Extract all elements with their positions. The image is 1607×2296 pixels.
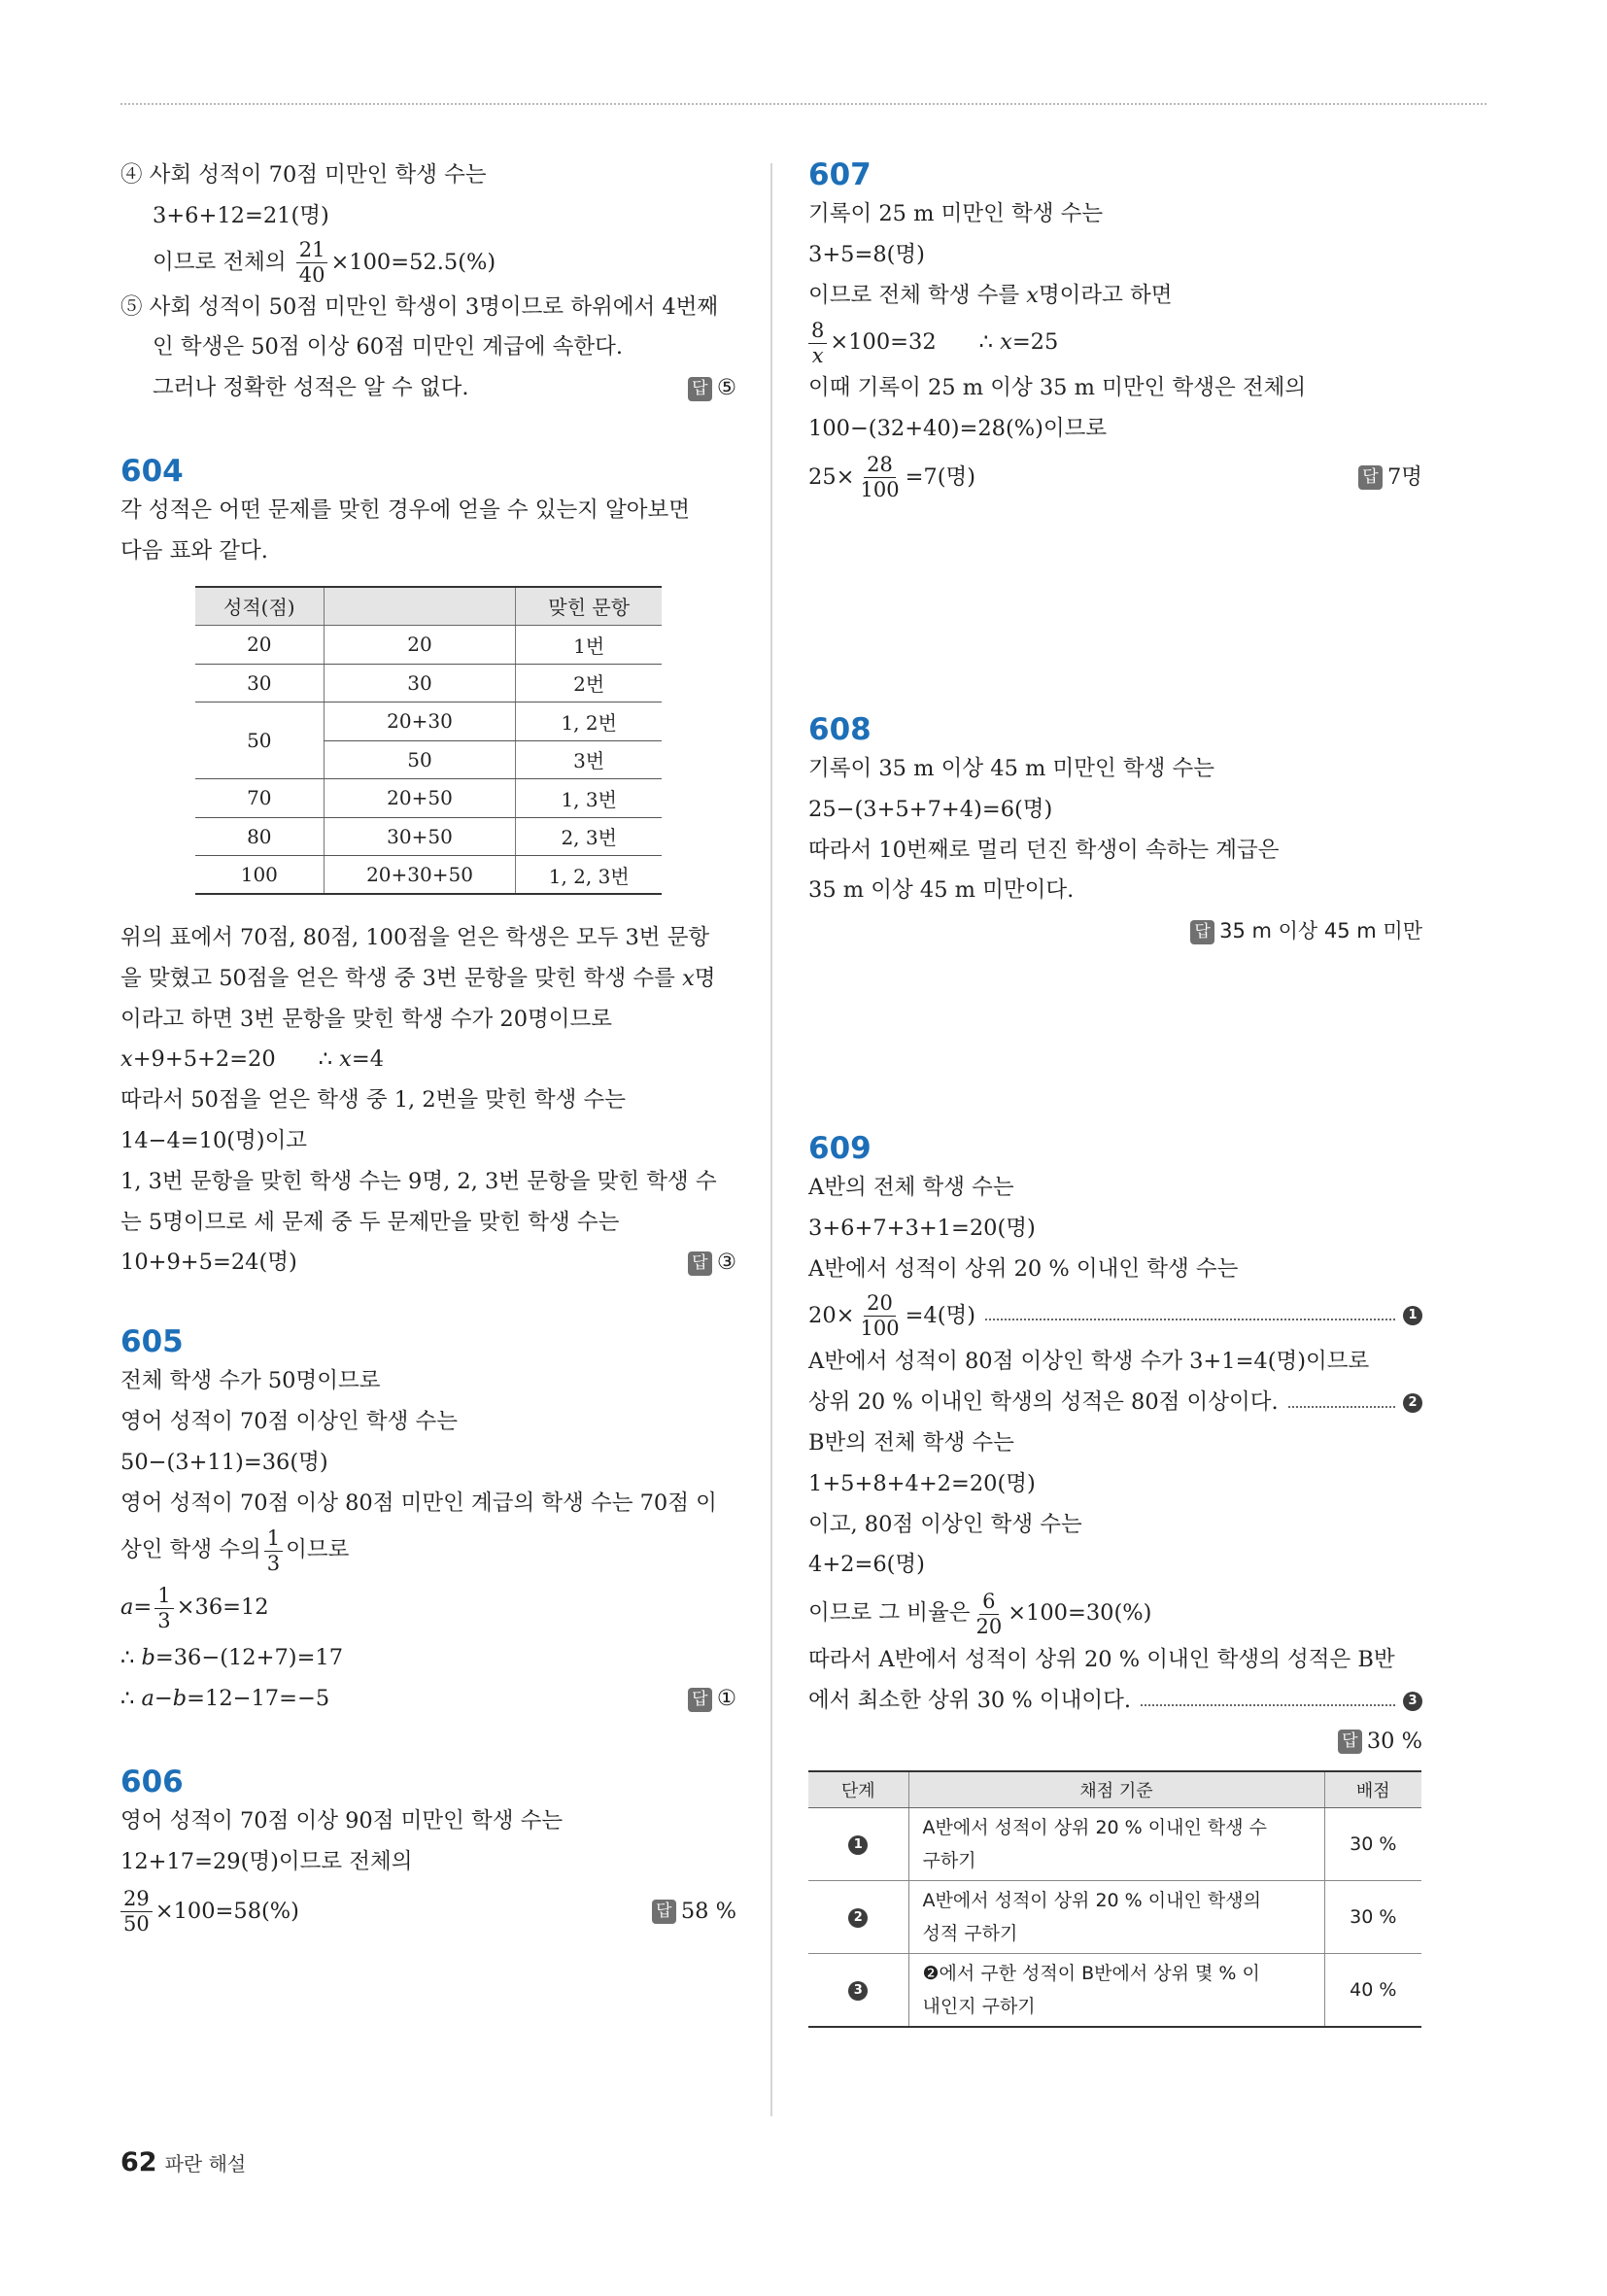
answer bbox=[652, 1883, 736, 1939]
denominator: 3 bbox=[266, 1551, 281, 1575]
text: 10+9+5=24(명) bbox=[120, 1250, 297, 1276]
criteria-text: 구하기 bbox=[922, 1850, 976, 1872]
table-header: 성적(점) bbox=[195, 587, 324, 626]
text: ×100=30(%) bbox=[1008, 1600, 1152, 1627]
table-header: 채점 기준 bbox=[908, 1771, 1324, 1808]
top-dotted-rule bbox=[120, 103, 1487, 105]
answer bbox=[688, 1679, 736, 1720]
solution-606 bbox=[120, 1763, 736, 1939]
criteria-text: 성적 구하기 bbox=[922, 1923, 1018, 1945]
text: ∴ bbox=[120, 1686, 142, 1712]
text-line bbox=[120, 959, 736, 1000]
answer bbox=[1190, 918, 1422, 943]
text: +9+5+2=20 bbox=[132, 1046, 276, 1073]
answer bbox=[1338, 1729, 1422, 1754]
variable: b bbox=[172, 1686, 188, 1712]
table-header: 단계 bbox=[808, 1771, 908, 1808]
text: ∴ bbox=[978, 329, 1001, 356]
text-line: 100−(32+40)=28(%)이므로 bbox=[808, 416, 1108, 442]
answer-line bbox=[808, 1722, 1422, 1763]
solution-609 bbox=[808, 1129, 1422, 2028]
table-cell: 100 bbox=[195, 856, 324, 895]
table-cell: 50 bbox=[324, 740, 516, 779]
fraction bbox=[857, 455, 902, 500]
criteria-text: A반에서 성적이 상위 20 % 이내인 학생 수 bbox=[922, 1817, 1267, 1839]
table-row bbox=[195, 626, 662, 665]
answer bbox=[1358, 450, 1422, 504]
leader-dots bbox=[1141, 1704, 1395, 1706]
text: 25× bbox=[808, 463, 855, 490]
denominator: 100 bbox=[860, 478, 900, 502]
text-line: 위의 표에서 70점, 80점, 100점을 얻은 학생은 모두 3번 문항 bbox=[120, 925, 710, 951]
text: ×100=32 bbox=[830, 329, 937, 356]
column-divider bbox=[770, 163, 772, 2116]
text-line: 3+5=8(명) bbox=[808, 241, 925, 267]
numerator: 8 bbox=[808, 321, 827, 344]
variable: x bbox=[682, 965, 695, 991]
table-cell: 30 bbox=[324, 664, 516, 703]
text: 이므로 그 비율은 bbox=[808, 1600, 971, 1627]
answer-line bbox=[808, 911, 1422, 952]
variable: x bbox=[1026, 282, 1039, 308]
denominator: 20 bbox=[975, 1614, 1003, 1638]
text-line: 는 5명이므로 세 문제 중 두 문제만을 맞힌 학생 수는 bbox=[120, 1209, 620, 1235]
numerator: 6 bbox=[979, 1592, 998, 1615]
answer-value: ③ bbox=[716, 1250, 736, 1276]
text: ×36=12 bbox=[176, 1594, 269, 1621]
answer-badge-icon: 답 bbox=[1338, 1730, 1362, 1754]
text-line: 다음 표와 같다. bbox=[120, 537, 268, 564]
criteria-text: 내인지 구하기 bbox=[922, 1996, 1036, 2018]
table-cell: 30+50 bbox=[324, 817, 516, 856]
text: =36−(12+7)=17 bbox=[154, 1645, 344, 1671]
text: =4(명) bbox=[905, 1303, 976, 1329]
text-line: 따라서 A반에서 성적이 상위 20 % 이내인 학생의 성적은 B반 bbox=[808, 1647, 1395, 1673]
numerator: 1 bbox=[264, 1528, 283, 1552]
table-cell: 30 % bbox=[1324, 1808, 1421, 1881]
answer-badge-icon: 답 bbox=[688, 377, 712, 401]
text: = bbox=[133, 1594, 153, 1621]
table-header: 맞힌 문항 bbox=[516, 587, 662, 626]
answer-value: ① bbox=[716, 1686, 736, 1712]
table-header bbox=[324, 587, 516, 626]
table-cell: 20+30+50 bbox=[324, 856, 516, 895]
table-cell: 80 bbox=[195, 817, 324, 856]
answer-badge-icon: 답 bbox=[652, 1900, 676, 1924]
text-line bbox=[808, 1681, 1422, 1722]
text-line: 영어 성적이 70점 이상 90점 미만인 학생 수는 bbox=[120, 1808, 564, 1834]
page-footer bbox=[120, 2147, 246, 2177]
text-line: A반에서 성적이 상위 20 % 이내인 학생 수는 bbox=[808, 1255, 1239, 1282]
text-line bbox=[808, 1383, 1422, 1423]
table-row bbox=[195, 664, 662, 703]
numerator: 20 bbox=[864, 1293, 896, 1317]
problem-number: 607 bbox=[808, 157, 872, 192]
answer-line bbox=[120, 1679, 736, 1720]
denominator: x bbox=[811, 343, 824, 367]
table-row bbox=[195, 703, 662, 741]
step-marker-3-icon: 3 bbox=[848, 1981, 868, 2001]
text-line bbox=[120, 1638, 736, 1679]
text: 이므로 전체의 bbox=[153, 249, 287, 275]
answer-line bbox=[120, 1883, 736, 1939]
text-line: 기록이 35 m 이상 45 m 미만인 학생 수는 bbox=[808, 755, 1214, 781]
table-cell: 2, 3번 bbox=[516, 817, 662, 856]
table-cell bbox=[908, 1881, 1324, 1954]
text-line: 영어 성적이 70점 이상 80점 미만인 계급의 학생 수는 70점 이 bbox=[120, 1490, 717, 1516]
table-cell: 30 % bbox=[1324, 1881, 1421, 1954]
answer-value: 30 % bbox=[1366, 1728, 1422, 1754]
text: − bbox=[154, 1686, 173, 1712]
text-line: 1, 3번 문항을 맞힌 학생 수는 9명, 2, 3번 문항을 맞힌 학생 수 bbox=[120, 1168, 717, 1194]
variable: b bbox=[141, 1645, 155, 1671]
text-line: 35 m 이상 45 m 미만이다. bbox=[808, 877, 1075, 904]
answer-value: 35 m 이상 45 m 미만 bbox=[1219, 919, 1422, 943]
text-line: 따라서 10번째로 멀리 던진 학생이 속하는 계급은 bbox=[808, 837, 1280, 863]
step-marker-1-icon: 1 bbox=[848, 1835, 868, 1855]
fraction bbox=[296, 240, 328, 286]
text: 이므로 전체 학생 수를 bbox=[808, 282, 1027, 308]
text-line: 각 성적은 어떤 문제를 맞힌 경우에 얻을 수 있는지 알아보면 bbox=[120, 497, 691, 523]
answer bbox=[688, 368, 736, 409]
table-cell: 20 bbox=[195, 626, 324, 665]
table-cell: 1번 bbox=[516, 626, 662, 665]
table-cell: 1, 3번 bbox=[516, 779, 662, 818]
answer-badge-icon: 답 bbox=[688, 1251, 712, 1276]
table-cell: 70 bbox=[195, 779, 324, 818]
answer-line bbox=[120, 1243, 736, 1284]
left-column bbox=[120, 155, 736, 1939]
table-row bbox=[808, 1954, 1421, 2028]
numerator: 21 bbox=[296, 240, 328, 263]
step-marker-2-icon: 2 bbox=[848, 1908, 868, 1928]
answer-badge-icon: 답 bbox=[688, 1688, 712, 1712]
solution-604 bbox=[120, 452, 736, 1284]
text-line: 인 학생은 50점 이상 60점 미만인 계급에 속한다. bbox=[153, 334, 623, 360]
table-cell bbox=[908, 1808, 1324, 1881]
leader-dots bbox=[985, 1319, 1395, 1320]
table-cell: 3번 bbox=[516, 740, 662, 779]
fraction bbox=[120, 1889, 153, 1935]
problem-number: 609 bbox=[808, 1130, 872, 1166]
text-line: 기록이 25 m 미만인 학생 수는 bbox=[808, 201, 1104, 226]
text-line: ⑤ 사회 성적이 50점 미만인 학생이 3명이므로 하위에서 4번째 bbox=[120, 293, 719, 320]
text: 명 bbox=[694, 965, 716, 991]
answer-value: ⑤ bbox=[716, 375, 736, 401]
text: ×100=58(%) bbox=[154, 1898, 299, 1924]
text-line: 50−(3+11)=36(명) bbox=[120, 1449, 328, 1475]
text: 20× bbox=[808, 1303, 855, 1329]
text-line: 14−4=10(명)이고 bbox=[120, 1128, 308, 1154]
text-line: A반에서 성적이 80점 이상인 학생 수가 3+1=4(명)이므로 bbox=[808, 1349, 1370, 1375]
table-row bbox=[808, 1881, 1421, 1954]
text: =7(명) bbox=[905, 463, 976, 490]
answer-badge-icon: 답 bbox=[1358, 465, 1383, 490]
table-cell bbox=[808, 1954, 908, 2028]
problem-number: 605 bbox=[120, 1324, 184, 1360]
text-line bbox=[808, 316, 1422, 368]
text-line bbox=[120, 237, 736, 288]
text-line: 25−(3+5+7+4)=6(명) bbox=[808, 796, 1053, 822]
right-column bbox=[808, 155, 1422, 2028]
text-line: 이때 기록이 25 m 이상 35 m 미만인 학생은 전체의 bbox=[808, 375, 1307, 401]
answer-badge-icon: 답 bbox=[1190, 920, 1214, 944]
fraction bbox=[973, 1589, 1005, 1638]
text-line: A반의 전체 학생 수는 bbox=[808, 1174, 1014, 1200]
answer bbox=[688, 1243, 736, 1284]
text-line bbox=[120, 1524, 736, 1576]
text: 그러나 정확한 성적은 알 수 없다. bbox=[153, 375, 469, 401]
text-line: B반의 전체 학생 수는 bbox=[808, 1429, 1014, 1456]
table-cell bbox=[808, 1881, 908, 1954]
variable: a bbox=[120, 1594, 134, 1621]
numerator: 29 bbox=[120, 1889, 153, 1912]
table-cell bbox=[808, 1808, 908, 1881]
table-cell: 40 % bbox=[1324, 1954, 1421, 2028]
step-marker-3-icon: 3 bbox=[1403, 1692, 1422, 1711]
fraction bbox=[154, 1583, 173, 1632]
text-line bbox=[808, 1289, 1422, 1342]
text: 을 맞혔고 50점을 얻은 학생 중 3번 문항을 맞힌 학생 수를 bbox=[120, 965, 683, 991]
table-row bbox=[195, 856, 662, 895]
scoring-table bbox=[808, 1770, 1421, 2029]
text-line: 1+5+8+4+2=20(명) bbox=[808, 1470, 1036, 1496]
fraction bbox=[808, 318, 827, 367]
text: =25 bbox=[1011, 329, 1059, 356]
table-cell: 20+50 bbox=[324, 779, 516, 818]
table-cell: 20+30 bbox=[324, 703, 516, 741]
problem-number: 606 bbox=[120, 1765, 184, 1800]
table-cell: 1, 2, 3번 bbox=[516, 856, 662, 895]
text-line: 3+6+7+3+1=20(명) bbox=[808, 1215, 1036, 1241]
answer-line bbox=[808, 450, 1422, 504]
denominator: 100 bbox=[860, 1316, 900, 1340]
denominator: 50 bbox=[123, 1912, 150, 1936]
table-cell bbox=[908, 1954, 1324, 2028]
text-line: 따라서 50점을 얻은 학생 중 1, 2번을 맞힌 학생 수는 bbox=[120, 1087, 627, 1114]
denominator: 40 bbox=[298, 263, 325, 288]
solution-608 bbox=[808, 710, 1422, 952]
answer-value: 7명 bbox=[1386, 463, 1422, 490]
table-cell: 1, 2번 bbox=[516, 703, 662, 741]
variable: x bbox=[120, 1046, 133, 1073]
text-line bbox=[120, 1040, 736, 1080]
solution-603-continued bbox=[120, 155, 736, 409]
fraction bbox=[857, 1290, 902, 1340]
table-row bbox=[808, 1808, 1421, 1881]
text-line: 3+6+12=21(명) bbox=[153, 202, 329, 228]
text: 상위 20 % 이내인 학생의 성적은 80점 이상이다. bbox=[808, 1389, 1279, 1416]
text-line bbox=[808, 276, 1422, 317]
solution-605 bbox=[120, 1322, 736, 1720]
numerator: 1 bbox=[154, 1586, 173, 1609]
text: 명이라고 하면 bbox=[1038, 282, 1173, 308]
text-line: ④ 사회 성적이 70점 미만인 학생 수는 bbox=[120, 162, 487, 188]
text: ∴ bbox=[318, 1046, 340, 1073]
variable: a bbox=[141, 1686, 154, 1712]
solution-607 bbox=[808, 155, 1422, 504]
text-line bbox=[120, 1576, 736, 1638]
text-line bbox=[808, 1586, 1422, 1640]
table-cell: 20 bbox=[324, 626, 516, 665]
text: 에서 최소한 상위 30 % 이내이다. bbox=[808, 1687, 1132, 1713]
step-marker-1-icon: 1 bbox=[1403, 1306, 1422, 1325]
text: ∴ bbox=[120, 1645, 142, 1671]
denominator: 3 bbox=[157, 1608, 171, 1632]
problem-number: 604 bbox=[120, 453, 184, 489]
step-marker-2-icon: 2 bbox=[1403, 1393, 1422, 1413]
text: 이므로 bbox=[286, 1537, 350, 1563]
table-row bbox=[195, 817, 662, 856]
text: 상인 학생 수의 bbox=[120, 1537, 261, 1563]
table-header: 배점 bbox=[1324, 1771, 1421, 1808]
score-table bbox=[195, 586, 662, 896]
text: =12−17=−5 bbox=[187, 1686, 330, 1712]
text-line: 4+2=6(명) bbox=[808, 1552, 925, 1578]
numerator: 28 bbox=[864, 455, 896, 478]
answer-value: 58 % bbox=[680, 1898, 736, 1924]
criteria-text: A반에서 성적이 상위 20 % 이내인 학생의 bbox=[922, 1890, 1261, 1912]
text-line: 이라고 하면 3번 문항을 맞힌 학생 수가 20명이므로 bbox=[120, 1006, 612, 1032]
table-cell: 50 bbox=[195, 703, 324, 779]
page-number: 62 bbox=[120, 2147, 157, 2177]
variable: x bbox=[1000, 329, 1012, 356]
criteria-text: ❷에서 구한 성적이 B반에서 상위 몇 % 이 bbox=[922, 1963, 1260, 1985]
text: ×100=52.5(%) bbox=[330, 249, 496, 275]
text-line: 12+17=29(명)이므로 전체의 bbox=[120, 1848, 413, 1874]
answer-line bbox=[120, 368, 736, 409]
table-cell: 2번 bbox=[516, 664, 662, 703]
leader-dots bbox=[1288, 1406, 1395, 1408]
problem-number: 608 bbox=[808, 711, 872, 747]
text-line: 이고, 80점 이상인 학생 수는 bbox=[808, 1511, 1082, 1537]
text-line: 영어 성적이 70점 이상인 학생 수는 bbox=[120, 1409, 458, 1435]
table-row bbox=[195, 779, 662, 818]
table-cell: 30 bbox=[195, 664, 324, 703]
variable: x bbox=[339, 1046, 352, 1073]
text-line: 전체 학생 수가 50명이므로 bbox=[120, 1368, 381, 1394]
footer-title: 파란 해설 bbox=[164, 2152, 247, 2176]
text: =4 bbox=[351, 1046, 385, 1073]
fraction bbox=[264, 1525, 283, 1575]
